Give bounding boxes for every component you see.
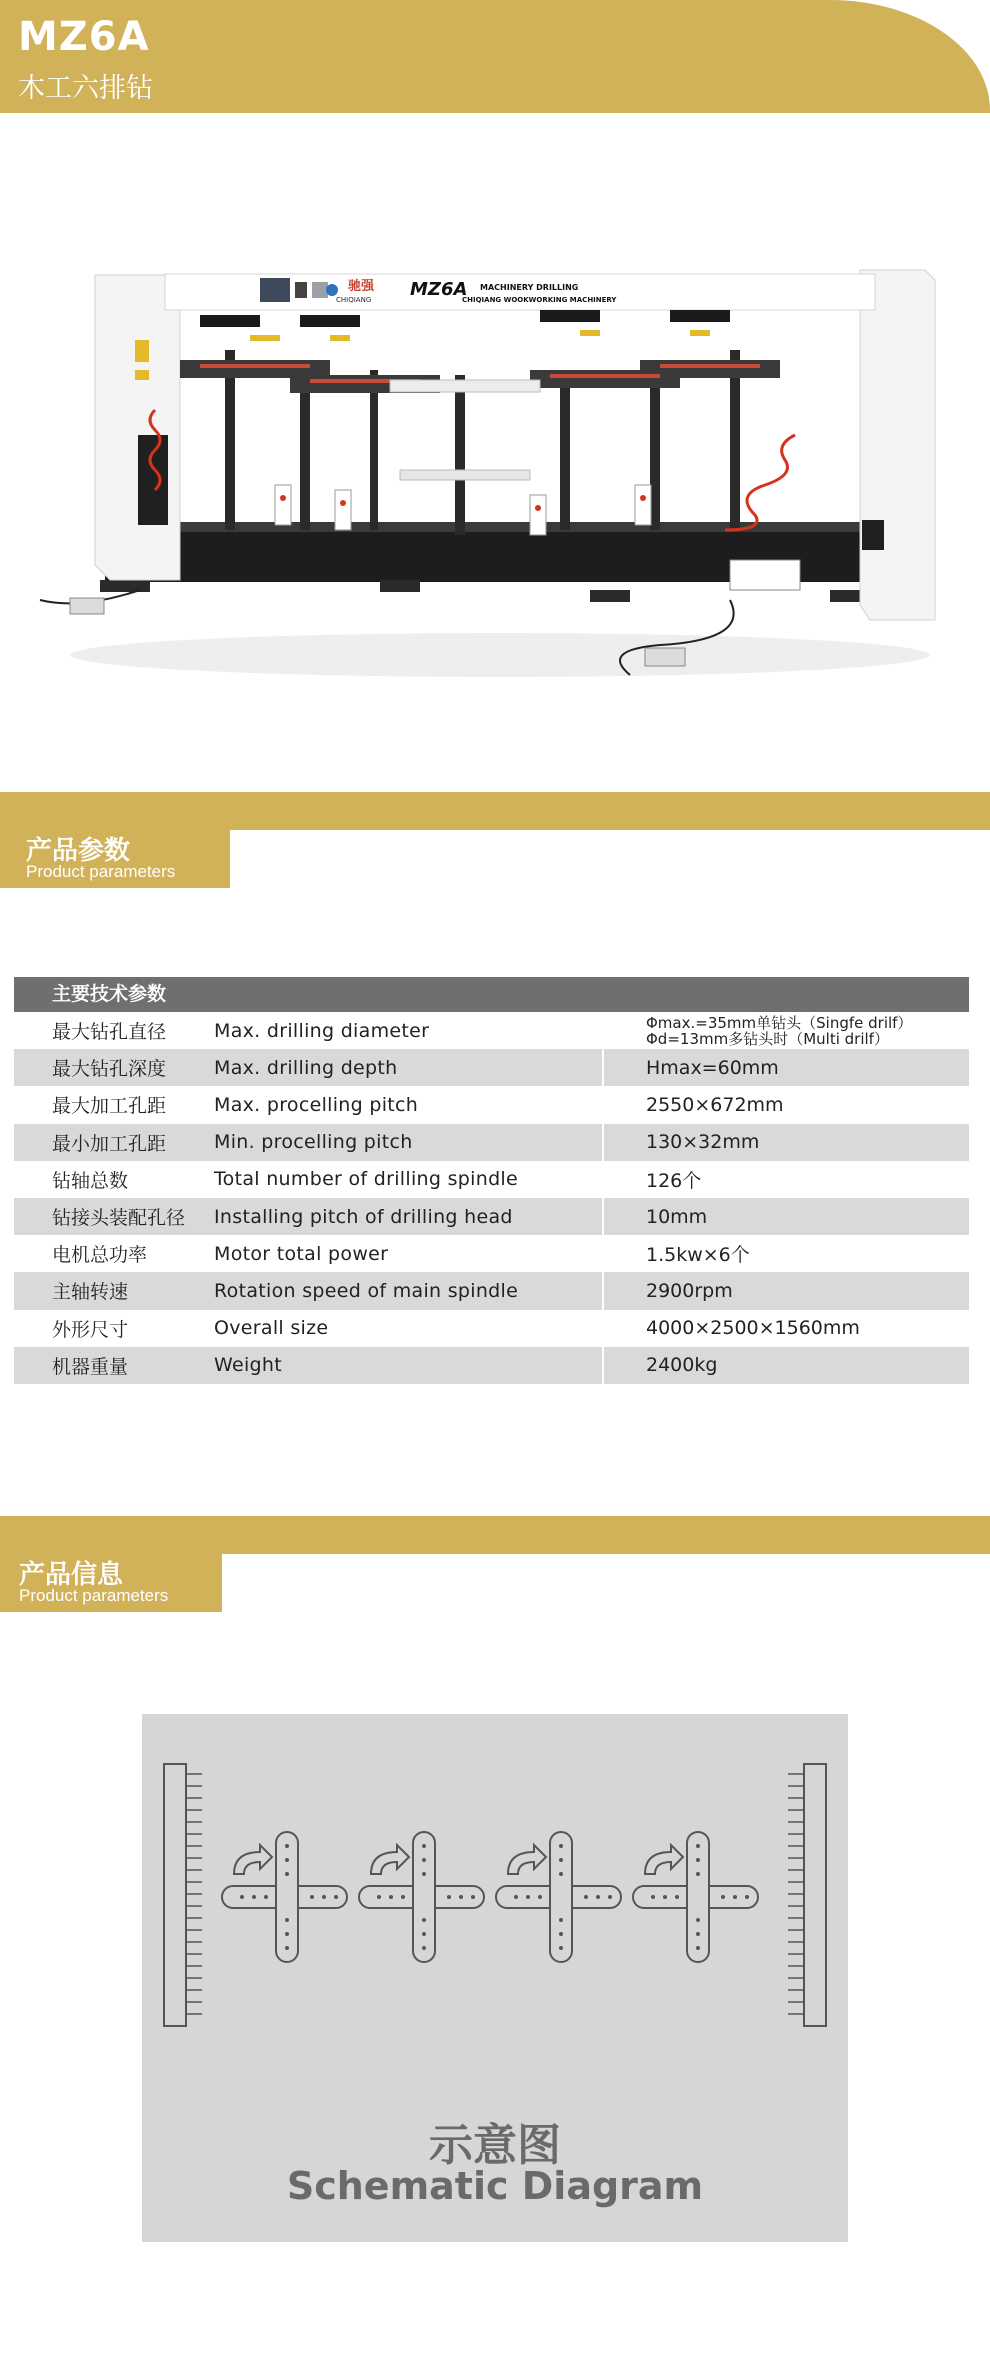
table-row [14, 1049, 969, 1086]
param-name-cn: 钻轴总数 [52, 1169, 129, 1192]
param-name-cn: 最小加工孔距 [52, 1132, 167, 1155]
schematic-drawing [142, 1714, 848, 2094]
model-subtitle: 木工六排钻 [18, 73, 153, 104]
table-row [14, 1310, 969, 1347]
section-tab-parameters [0, 828, 230, 888]
param-name-cn: 最大加工孔距 [52, 1095, 167, 1118]
param-name-en: Motor total power [214, 1242, 389, 1265]
param-name-cn: 最大钻孔直径 [52, 1021, 167, 1044]
param-name-en: Max. drilling diameter [214, 1019, 430, 1042]
param-name-en: Min. procelling pitch [214, 1131, 413, 1154]
model-title: MZ6A [18, 14, 150, 60]
param-value: Hmax=60mm [602, 1049, 969, 1086]
param-name-cn: 钻接头装配孔径 [52, 1207, 186, 1230]
param-value: 2550×672mm [602, 1086, 969, 1123]
schematic-title-en: Schematic Diagram [286, 2164, 704, 2208]
param-value: 2400kg [602, 1347, 969, 1384]
param-value: 126个 [602, 1161, 969, 1198]
table-row [14, 1198, 969, 1235]
param-name-en: Weight [214, 1354, 282, 1377]
photo-line1-text: MACHINERY DRILLING [480, 283, 579, 292]
photo-model-text: MZ6A [410, 279, 468, 300]
param-value: 2900rpm [602, 1272, 969, 1309]
param-name-en: Max. procelling pitch [214, 1093, 419, 1116]
param-value-line: Φd=13mm多钻头时（Multi drilf） [646, 1029, 889, 1048]
param-value: 10mm [602, 1198, 969, 1235]
header-banner [0, 0, 990, 113]
param-name-cn: 主轴转速 [52, 1281, 129, 1304]
param-name-cn: 电机总功率 [52, 1244, 148, 1267]
table-row [14, 1086, 969, 1123]
brand-en-text: CHIQIANG [336, 296, 372, 304]
brand-cn-text: 驰强 [348, 279, 375, 294]
table-header: 主要技术参数 [14, 977, 969, 1012]
section-title-cn: 产品参数 [26, 836, 131, 866]
param-value [602, 1012, 969, 1049]
parameters-table [14, 977, 969, 1384]
machine-photo [30, 260, 950, 690]
param-name-en: Installing pitch of drilling head [214, 1205, 513, 1228]
section-band-info [0, 1516, 990, 1554]
section-title-en: Product parameters [26, 862, 176, 881]
section-band-parameters [0, 792, 990, 830]
table-row [14, 1124, 969, 1161]
section-title-en: Product parameters [19, 1586, 169, 1605]
photo-line2-text: CHIQIANG WOOKWORKING MACHINERY [462, 296, 617, 304]
param-name-en: Overall size [214, 1317, 329, 1340]
param-value: 130×32mm [602, 1124, 969, 1161]
table-row [14, 1347, 969, 1384]
param-name-en: Total number of drilling spindle [214, 1168, 518, 1191]
param-value: 4000×2500×1560mm [602, 1310, 969, 1347]
param-value-line: Φmax.=35mm单钻头（Singfe drilf） [646, 1013, 913, 1032]
param-name-cn: 机器重量 [52, 1355, 129, 1378]
param-name-en: Rotation speed of main spindle [214, 1279, 519, 1302]
schematic-diagram [142, 1714, 848, 2242]
param-value: 1.5kw×6个 [602, 1235, 969, 1272]
table-row [14, 1272, 969, 1309]
schematic-title-cn: 示意图 [429, 2120, 561, 2171]
param-name-cn: 最大钻孔深度 [52, 1058, 167, 1081]
section-title-cn: 产品信息 [19, 1560, 124, 1590]
param-name-en: Max. drilling depth [214, 1056, 398, 1079]
param-name-cn: 外形尺寸 [52, 1318, 129, 1341]
section-tab-info [0, 1552, 222, 1612]
table-row [14, 1012, 969, 1049]
table-row [14, 1161, 969, 1198]
table-row [14, 1235, 969, 1272]
